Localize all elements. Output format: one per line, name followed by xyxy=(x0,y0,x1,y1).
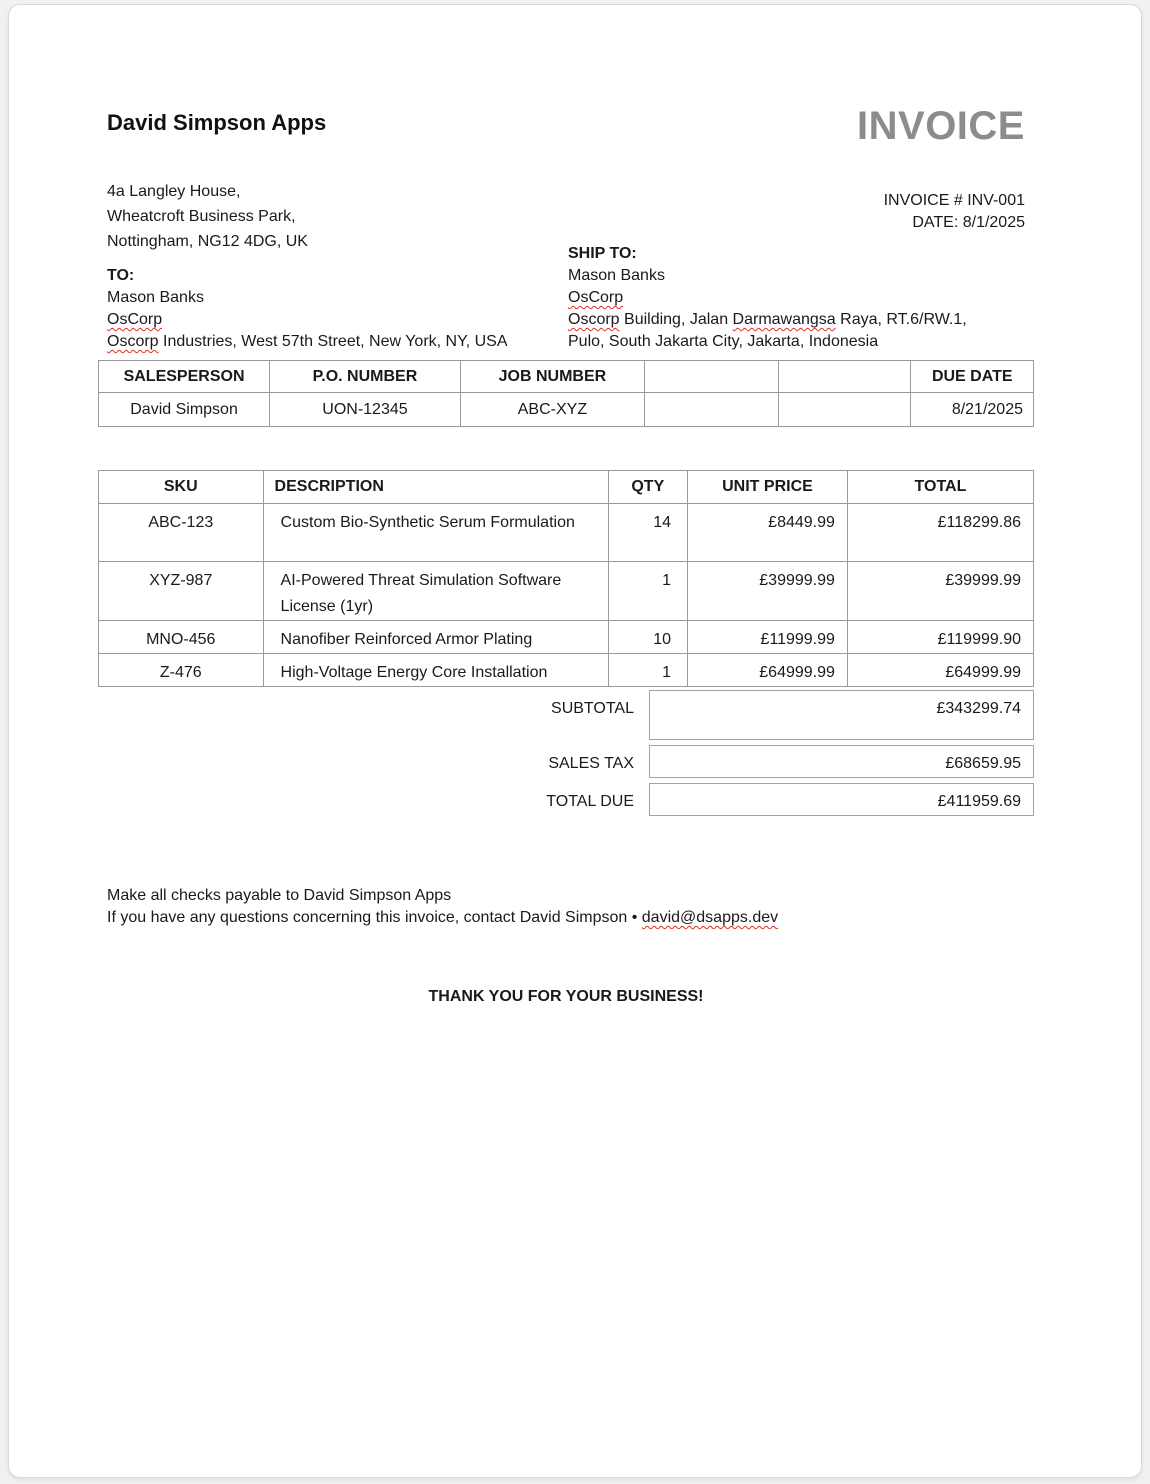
bill-to-company xyxy=(107,309,568,331)
bill-to-address xyxy=(107,331,568,353)
item-total: £119999.90 xyxy=(847,621,1033,654)
ship-to-name: Mason Banks xyxy=(568,267,665,284)
item-description: High-Voltage Energy Core Installation xyxy=(263,654,608,687)
item-unit-price: £39999.99 xyxy=(688,562,848,621)
order-info-value-row xyxy=(99,393,1034,427)
bill-to-label: TO: xyxy=(107,267,135,284)
order-info-header-row xyxy=(99,361,1034,393)
contact-note xyxy=(107,907,1025,929)
ship-to-company xyxy=(568,287,1025,309)
item-unit-price: £11999.99 xyxy=(688,621,848,654)
item-unit-price: £8449.99 xyxy=(688,504,848,562)
table-row xyxy=(99,654,1034,687)
header-due-date: DUE DATE xyxy=(911,361,1034,393)
header-qty: QTY xyxy=(608,471,687,504)
misspelled-word: OsCorp xyxy=(568,289,624,306)
invoice-number: INVOICE # INV-001 xyxy=(883,192,1025,209)
empty-cell xyxy=(778,393,911,427)
line-items-table xyxy=(98,470,1034,687)
item-qty: 1 xyxy=(608,562,687,621)
contact-email: david@dsapps.dev xyxy=(641,909,779,926)
item-total: £64999.99 xyxy=(847,654,1033,687)
total-due-label: TOTAL DUE xyxy=(546,793,634,810)
footer-notes xyxy=(107,885,1025,929)
item-description: Custom Bio-Synthetic Serum Formulation xyxy=(263,504,608,562)
item-total: £118299.86 xyxy=(847,504,1033,562)
ship-to-label: SHIP TO: xyxy=(568,245,637,262)
header-job-number: JOB NUMBER xyxy=(460,361,644,393)
ship-to-block xyxy=(568,243,1025,353)
header-salesperson: SALESPERSON xyxy=(99,361,270,393)
item-total: £39999.99 xyxy=(847,562,1033,621)
header-po-number: P.O. NUMBER xyxy=(270,361,461,393)
header-empty xyxy=(778,361,911,393)
ship-to-address-part: Building, Jalan xyxy=(619,311,733,328)
po-number-value: UON-12345 xyxy=(270,393,461,427)
header-unit-price: UNIT PRICE xyxy=(688,471,848,504)
total-due-value: £411959.69 xyxy=(649,783,1034,816)
thank-you-message: THANK YOU FOR YOUR BUSINESS! xyxy=(428,988,704,1005)
bill-to-name: Mason Banks xyxy=(107,289,204,306)
misspelled-word: Oscorp xyxy=(568,311,620,328)
table-row xyxy=(99,504,1034,562)
sales-tax-value: £68659.95 xyxy=(649,745,1034,778)
company-address-line: Wheatcroft Business Park, xyxy=(107,208,296,225)
company-address xyxy=(107,179,308,254)
item-sku: ABC-123 xyxy=(99,504,264,562)
misspelled-word: Darmawangsa xyxy=(732,311,836,328)
misspelled-word: Oscorp xyxy=(107,333,159,350)
table-row xyxy=(99,562,1034,621)
document-header xyxy=(107,105,1025,147)
company-name: David Simpson Apps xyxy=(107,110,327,135)
item-qty: 1 xyxy=(608,654,687,687)
checks-payable-note: Make all checks payable to David Simpson Apps xyxy=(107,887,452,904)
misspelled-word: OsCorp xyxy=(107,311,163,328)
item-description: AI-Powered Threat Simulation Software License (1yr) xyxy=(263,562,608,621)
item-qty: 14 xyxy=(608,504,687,562)
contact-note-text: If you have any questions concerning this invoice, contact David Simpson • xyxy=(107,909,642,926)
subtotal-label: SUBTOTAL xyxy=(551,700,634,717)
company-address-line: Nottingham, NG12 4DG, UK xyxy=(107,233,308,250)
due-date-value: 8/21/2025 xyxy=(911,393,1034,427)
invoice-document xyxy=(8,4,1142,1478)
item-qty: 10 xyxy=(608,621,687,654)
subtotal-row xyxy=(98,690,1034,740)
item-unit-price: £64999.99 xyxy=(688,654,848,687)
table-row xyxy=(99,621,1034,654)
ship-to-address-line1 xyxy=(568,309,1025,331)
header-sku: SKU xyxy=(99,471,264,504)
ship-to-address-line2: Pulo, South Jakarta City, Jakarta, Indonesia xyxy=(568,333,879,350)
item-description: Nanofiber Reinforced Armor Plating xyxy=(263,621,608,654)
sales-tax-row xyxy=(98,745,1034,778)
sales-tax-label: SALES TAX xyxy=(548,755,634,772)
header-description: DESCRIPTION xyxy=(263,471,608,504)
subtotal-value: £343299.74 xyxy=(649,690,1034,740)
salesperson-value: David Simpson xyxy=(99,393,270,427)
item-sku: MNO-456 xyxy=(99,621,264,654)
parties-row xyxy=(107,245,1025,353)
item-sku: Z-476 xyxy=(99,654,264,687)
header-empty xyxy=(645,361,779,393)
totals-section xyxy=(98,690,1034,816)
order-info-table xyxy=(98,360,1034,427)
total-due-row xyxy=(98,783,1034,816)
items-header-row xyxy=(99,471,1034,504)
ship-to-address-part: Raya, RT.6/RW.1, xyxy=(835,311,967,328)
item-sku: XYZ-987 xyxy=(99,562,264,621)
invoice-date: DATE: 8/1/2025 xyxy=(912,214,1025,231)
bill-to-block xyxy=(107,265,568,353)
company-address-line: 4a Langley House, xyxy=(107,183,241,200)
header-total: TOTAL xyxy=(847,471,1033,504)
job-number-value: ABC-XYZ xyxy=(460,393,644,427)
document-title: INVOICE xyxy=(857,104,1025,148)
empty-cell xyxy=(645,393,779,427)
bill-to-address-rest: Industries, West 57th Street, New York, NY, USA xyxy=(158,333,508,350)
